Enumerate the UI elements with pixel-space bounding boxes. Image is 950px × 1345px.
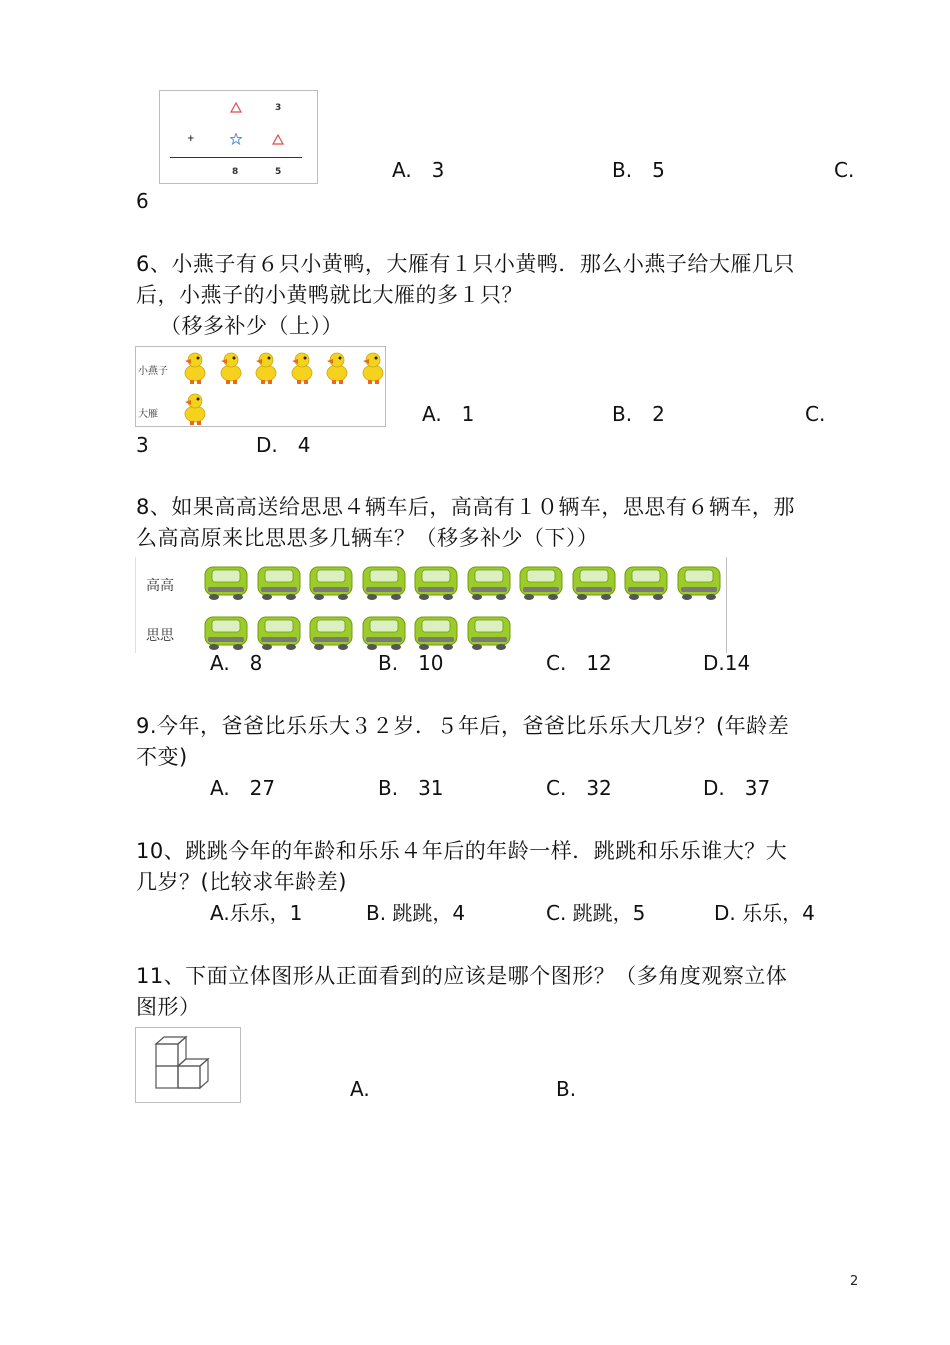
q5-figure: [159, 90, 318, 184]
car-row-label-2: 思思: [146, 628, 174, 644]
q5-option-c-value: 6: [136, 189, 149, 213]
triangle-icon: [272, 134, 284, 145]
q6-text-line2: 后，小燕子的小黄鸭就比大雁的多１只？: [136, 283, 523, 307]
q11-text-line2: 图形）: [136, 995, 201, 1019]
car-icon: [360, 559, 408, 607]
duck-row-label-2: 大雁: [138, 409, 158, 420]
car-icon: [412, 559, 460, 607]
q6-option-c[interactable]: C.: [805, 402, 826, 426]
q5-option-c[interactable]: C.: [834, 158, 855, 182]
page-number: 2: [850, 1274, 859, 1289]
q10-option-d[interactable]: D. 乐乐，4: [714, 901, 815, 925]
duck-icon: [251, 349, 281, 389]
plus-sign: +: [187, 134, 195, 144]
q8-figure: [135, 557, 727, 653]
car-icon: [622, 559, 670, 607]
q6-text-line3: （移多补少（上））: [160, 314, 343, 338]
q11-text-line1: 11、下面立体图形从正面看到的应该是哪个图形？（多角度观察立体: [136, 964, 788, 988]
car-icon: [202, 559, 250, 607]
duck-icon: [358, 349, 388, 389]
duck-icon: [180, 390, 210, 430]
duck-icon: [322, 349, 352, 389]
duck-row-2: [180, 390, 385, 426]
car-row-1: [202, 559, 727, 603]
q11-figure: [135, 1027, 241, 1103]
sum-line: [170, 157, 302, 158]
cubes-icon: [136, 1028, 242, 1104]
car-icon: [307, 559, 355, 607]
car-row-label-1: 高高: [146, 578, 174, 594]
duck-row-1: [180, 349, 385, 385]
star-icon: [230, 133, 242, 145]
car-icon: [570, 559, 618, 607]
car-icon: [465, 609, 513, 657]
q6-option-a[interactable]: A. 1: [422, 402, 475, 426]
duck-icon: [180, 349, 210, 389]
car-icon: [517, 559, 565, 607]
q8-option-d[interactable]: D.14: [703, 651, 751, 675]
car-icon: [465, 559, 513, 607]
duck-icon: [287, 349, 317, 389]
q8-option-b[interactable]: B. 10: [378, 651, 444, 675]
car-icon: [307, 609, 355, 657]
q6-option-d[interactable]: D. 4: [256, 433, 311, 457]
q10-text-line1: 10、跳跳今年的年龄和乐乐４年后的年龄一样．跳跳和乐乐谁大？大: [136, 839, 788, 863]
q9-text-line1: 9.今年，爸爸比乐乐大３２岁．５年后，爸爸比乐乐大几岁？(年龄差: [136, 714, 790, 738]
q5-option-b[interactable]: B. 5: [612, 158, 665, 182]
car-icon: [255, 559, 303, 607]
q6-option-c-value: 3: [136, 433, 149, 457]
q6-text-line1: 6、小燕子有６只小黄鸭，大雁有１只小黄鸭．那么小燕子给大雁几只: [136, 252, 795, 276]
q8-text-line2: 么高高原来比思思多几辆车？（移多补少（下））: [136, 526, 599, 550]
q9-text-line2: 不变): [136, 745, 188, 769]
q8-text-line1: 8、如果高高送给思思４辆车后，高高有１０辆车，思思有６辆车，那: [136, 495, 795, 519]
q5-sum-digit-2: 5: [275, 167, 282, 177]
triangle-icon: [230, 102, 242, 113]
q9-option-d[interactable]: D. 37: [703, 776, 771, 800]
q8-option-a[interactable]: A. 8: [210, 651, 263, 675]
car-row-2: [202, 609, 727, 653]
q5-option-a[interactable]: A. 3: [392, 158, 445, 182]
q9-option-c[interactable]: C. 32: [546, 776, 612, 800]
duck-row-label-1: 小燕子: [138, 366, 168, 377]
q10-option-a[interactable]: A.乐乐，1: [210, 901, 303, 925]
q10-option-c[interactable]: C. 跳跳，5: [546, 901, 646, 925]
car-icon: [675, 559, 723, 607]
q9-option-b[interactable]: B. 31: [378, 776, 444, 800]
q6-figure: [135, 346, 386, 427]
q10-text-line2: 几岁？(比较求年龄差): [136, 870, 347, 894]
q11-option-b[interactable]: B.: [556, 1077, 577, 1101]
duck-icon: [216, 349, 246, 389]
q11-option-a[interactable]: A.: [350, 1077, 370, 1101]
q5-row1-digit: 3: [275, 103, 282, 113]
q10-option-b[interactable]: B. 跳跳，4: [366, 901, 466, 925]
q5-sum-digit-1: 8: [232, 167, 239, 177]
q9-option-a[interactable]: A. 27: [210, 776, 276, 800]
q6-option-b[interactable]: B. 2: [612, 402, 665, 426]
q8-option-c[interactable]: C. 12: [546, 651, 612, 675]
